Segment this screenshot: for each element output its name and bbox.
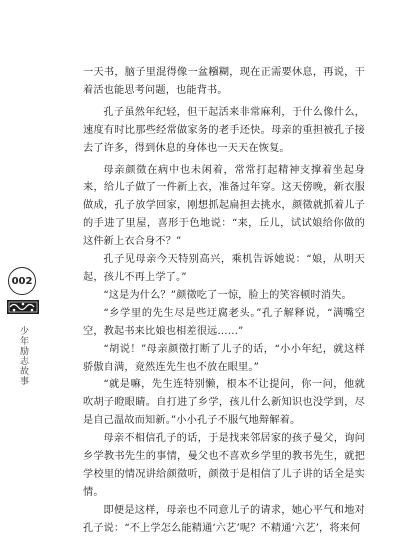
- paragraph-4: 孔子见母亲今天特别高兴，乘机告诉她说：“娘，从明天起，孩儿不再上学了。”: [83, 254, 365, 283]
- paragraph-1: 一天书，脑子里混得像一盆糨糊，现在正需要休息，再说，干着活也能思考问题，也能背书。: [83, 67, 365, 96]
- paragraph-6: “乡学里的先生尽是些迂腐老头。”孔子解释说，“满嘴空空，教起书来比娘也相差很远……”: [83, 307, 365, 337]
- paragraph-5: “这是为什么？”颜徵吃了一惊，脸上的笑容顿时消失。: [103, 289, 352, 301]
- paragraph-10: 即便是这样，母亲也不同意儿子的请求，她心平气和地对孔子说：“不上学怎么能精通‘六艺’呢？不精通‘六艺’，将来何: [83, 504, 365, 534]
- decorative-ornament-icon: [6, 298, 40, 316]
- paragraph-3: 母亲颜徵在病中也未闲着，常常打起精神支撑着坐起身来，给儿子做了一件新上衣，准备过年穿。这天傍晚，新衣服做成，孔子放学回家，刚想抓起扁担去挑水，颜徵就抓着儿子的手进了里屋，喜形于色地说：“来，丘儿，试试娘给你做的这件新上衣合身不？”: [83, 164, 365, 248]
- paragraph-7: “胡说！”母亲颜徵打断了儿子的话，“小小年纪，就这样骄傲自满，竟然连先生也不放在眼里。”: [83, 343, 365, 373]
- paragraph-8: “就是嘛，先生连特别懒，根本不让提问，你一问，他就吹胡子瞪眼睛。自打进了乡学，孩儿什么新知识也没学到，尽是自己温故而知新。”小小孔子不服气地辩解着。: [83, 379, 365, 427]
- page-number: 002: [8, 267, 36, 295]
- paragraph-2: 孔子虽然年纪轻，但干起活来非常麻利，于什么像什么，速度有时比那些经常做家务的老手还快。母亲的重担被孔子接去了许多，得到休息的身体也一天天在恢复。: [83, 106, 365, 154]
- paragraph-9: 母亲不相信孔子的话，于是找来邻居家的孩子曼父，询问乡学教书先生的事情，曼父也不喜欢乡学里的教书先生，就把学校里的情况讲给颜徵听，颜徵于是相信了儿子讲的话全是实情。: [83, 433, 365, 498]
- book-title: 少年励志故事: [18, 326, 28, 386]
- body-text: [83, 64, 365, 538]
